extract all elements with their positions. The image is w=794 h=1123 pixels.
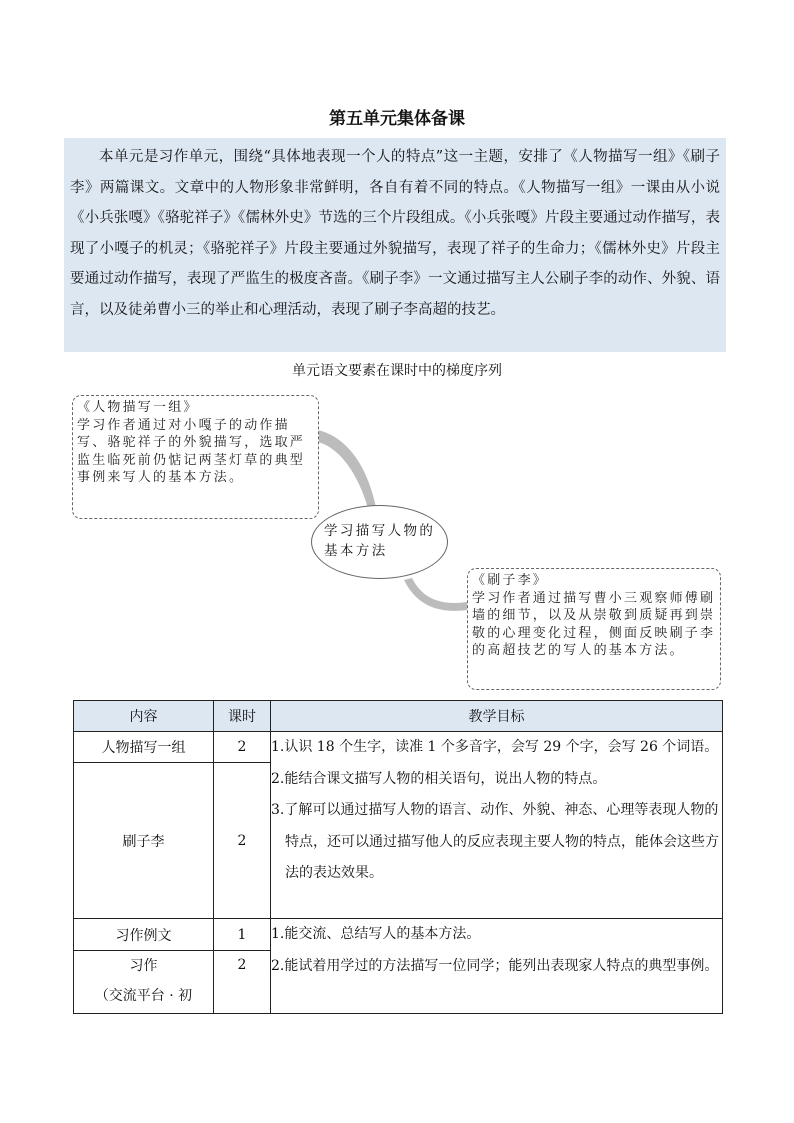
connector-top [318,430,376,508]
box-heading: 《刷子李》 [472,573,549,588]
cell-content: 人物描写一组 [74,732,214,763]
mindmap-box-shuazili [467,568,721,690]
cell-content: 刷子李 [74,763,214,919]
header-hours: 课时 [214,701,271,732]
cell-content-line: （交流平台 · 初 [94,988,193,1004]
header-goals: 教学目标 [271,701,723,732]
page-title: 第五单元集体备课 [329,109,465,129]
goal-item: 3.了解可以通过描写人物的语言、动作、外貌、神态、心理等表现人物的特点，还可以通过描写他人的反应表现主要人物的特点，能体会这些方法的表达效果。 [271,802,719,881]
connector-bottom [404,578,467,611]
center-text: 学习描写人物的基本方法 [324,523,436,559]
cell-hours: 2 [214,763,271,919]
table-header-row [74,701,723,732]
intro-paragraph: 本单元是习作单元，围绕“具体地表现一个人的特点”这一主题，安排了《人物描写一组》《刷子李》两篇课文。文章中的人物形象非常鲜明，各自有着不同的特点。《人物描写一组》一课由从小说《小兵张嘎》《骆驼祥子》《儒林外史》节选的三个片段组成。《小兵张嘎》片段主要通过动作描写，表现了小嘎子的机灵；《骆驼祥子》片段主要通过外貌描写，表现了祥子的生命力；《儒林外史》片段主要通过动作描写，表现了严监生的极度吝啬。《刷子李》一文通过描写主人公刷子李的动作、外貌、语言，以及徒弟曹小三的举止和心理活动，表现了刷子李高超的技艺。 [70,149,720,318]
teaching-plan-table [73,700,723,1014]
goal-item: 2.能试着用学过的方法描写一位同学；能列出表现家人特点的典型事例。 [271,957,719,974]
cell-hours: 2 [214,732,271,763]
cell-hours: 1 [214,919,271,951]
cell-hours: 2 [214,951,271,1014]
box-text: 学习作者通过对小嘎子的动作描写、骆驼祥子的外貌描写，选取严监生临死前仍惦记两茎灯草的典型事例来写人的基本方法。 [77,417,306,485]
box-text: 学习作者通过描写曹小三观察师傅刷墙的细节，以及从崇敬到质疑再到崇敬的心理变化过程，侧面反映刷子李的高超技艺的写人的基本方法。 [472,590,716,658]
table-row [74,919,723,951]
cell-goals [271,919,723,1014]
mindmap-box-renwu [72,395,319,519]
cell-content: 习作例文 [74,919,214,951]
table-row [74,732,723,763]
header-content: 内容 [74,701,214,732]
box-heading: 《人物描写一组》 [77,400,199,415]
goal-item: 1.能交流、总结写人的基本方法。 [271,926,481,942]
goal-item: 1.认识 18 个生字，读准 1 个多音字，会写 29 个字，会写 26 个词语。 [271,739,719,755]
cell-content-line: 习作 [129,958,158,974]
mindmap-center-node [311,505,448,579]
goal-item: 2.能结合课文描写人物的相关语句，说出人物的特点。 [271,770,607,787]
cell-content [74,951,214,1014]
cell-goals [271,732,723,919]
diagram-title: 单元语文要素在课时中的梯度序列 [292,363,502,379]
